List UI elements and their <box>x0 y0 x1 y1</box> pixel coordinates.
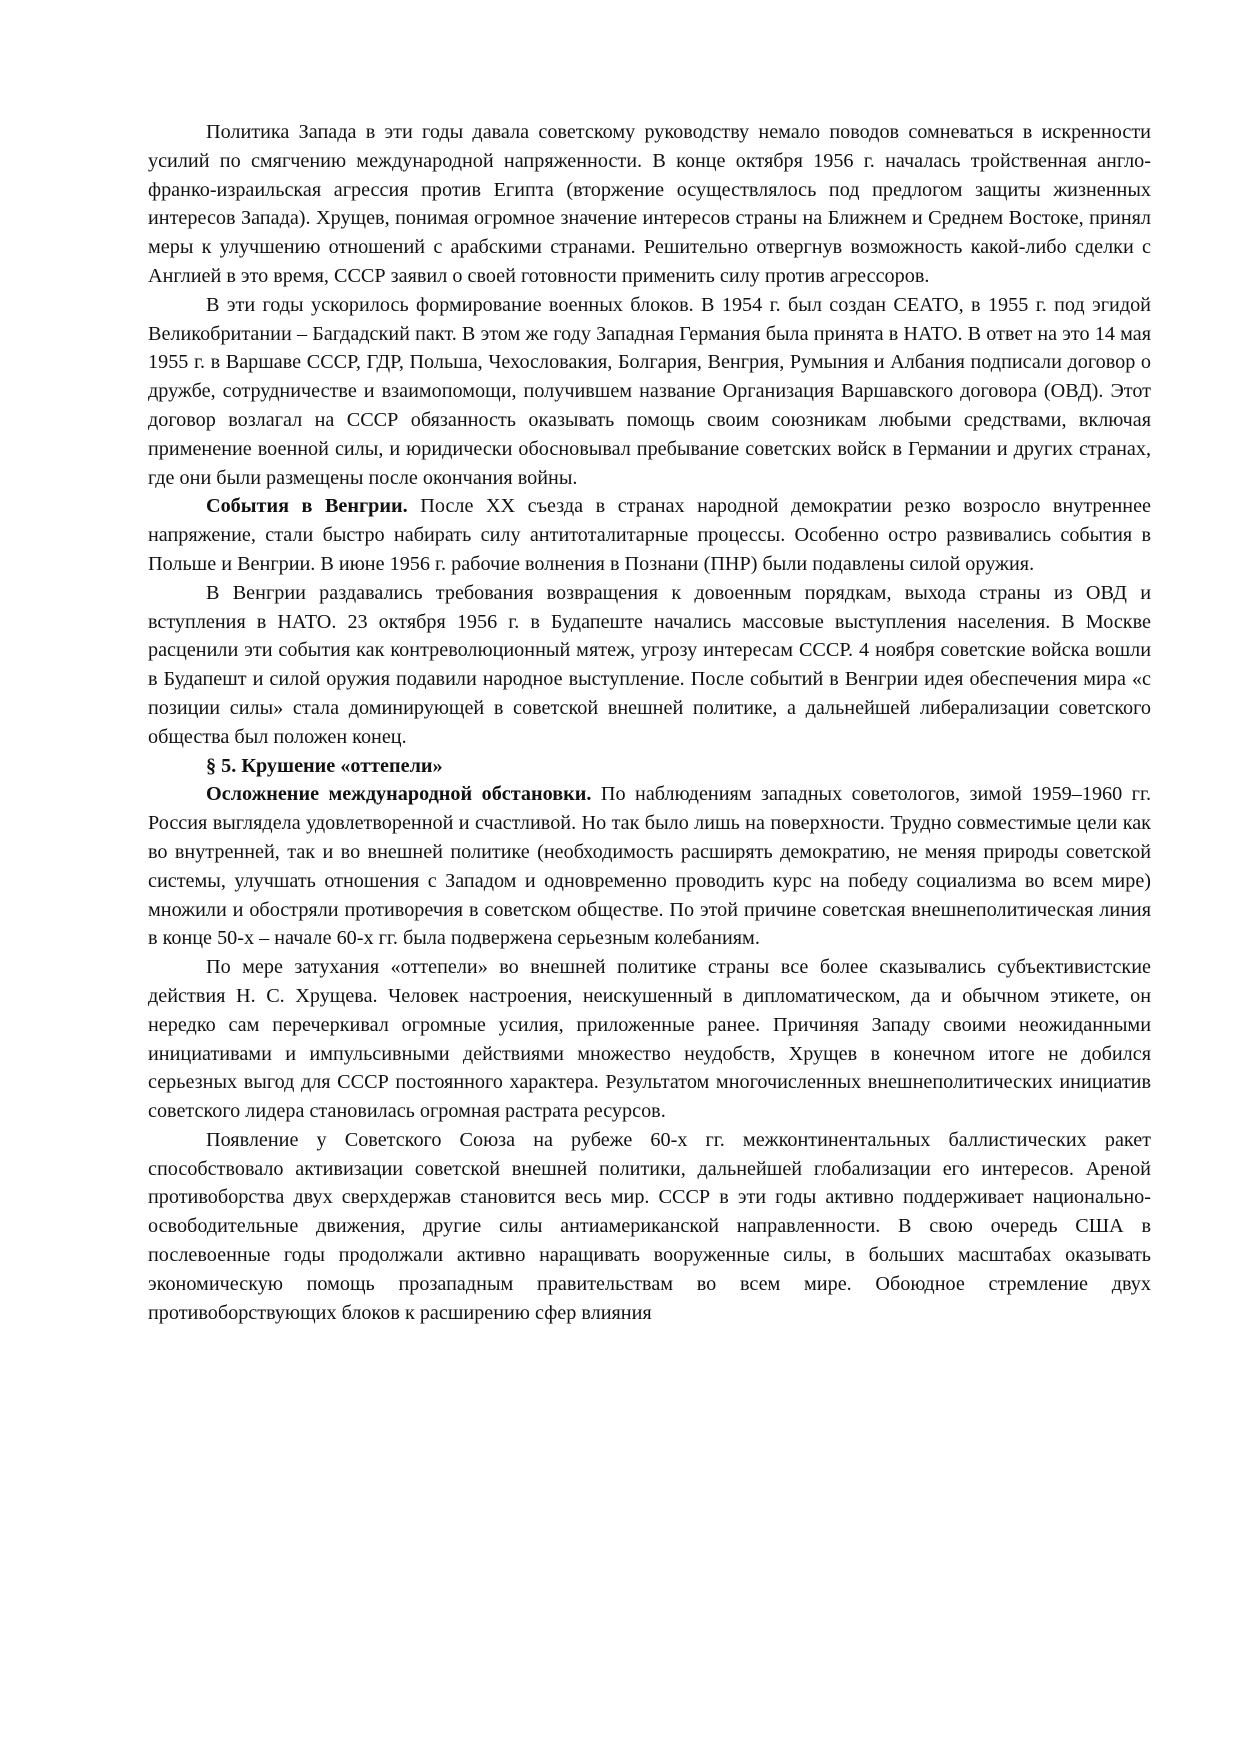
paragraph-hungary-uprising: В Венгрии раздавались требования возвращения к довоенным порядкам, выхода страны из ОВД и вступления в НАТО. 23 октября 1956 г. в Будапеште начались массовые выступления населения. В Москве расценили эти события как контреволюционный мятеж, угрозу интересам СССР. 4 ноября советские войска вошли в Будапешт и силой оружия подавили народное выступление. После событий в Венгрии идея обеспечения мира «с позиции силы» стала доминирующей в советской внешней политике, а дальнейшей либерализации советского общества был положен конец. <box>148 581 1151 748</box>
section-heading: § 5. Крушение «оттепели» <box>206 754 443 777</box>
paragraph-international-situation <box>148 780 1151 953</box>
paragraph-west-policy: Политика Запада в эти годы давала советскому руководству немало поводов сомневаться в искренности усилий по смягчению международной напряженности. В конце октября 1956 г. началась тройственная англо-франко-израильская агрессия против Египта (вторжение осуществлялось под предлогом защиты жизненных интересов Запада). Хрущев, понимая огромное значение интересов страны на Ближнем и Среднем Востоке, принял меры к улучшению отношений с арабскими странами. Решительно отвергнув возможность какой-либо сделки с Англией в это время, СССР заявил о своей готовности применить силу против агрессоров. <box>148 121 1151 287</box>
paragraph-military-blocs: В эти годы ускорилось формирование военных блоков. В 1954 г. был создан СЕАТО, в 1955 г. под эгидой Великобритании – Багдадский пакт. В этом же году Западная Германия была принята в НАТО. В ответ на это 14 мая 1955 г. в Варшаве СССР, ГДР, Польша, Чехословакия, Болгария, Венгрия, Румыния и Албания подписали договор о дружбе, сотрудничестве и взаимопомощи, получившем название Организация Варшавского договора (ОВД). Этот договор возлагал на СССР обязанность оказывать помощь своим союзникам любыми средствами, включая применение военной силы, и юридически обосновывал пребывание советских войск в Германии и других странах, где они были размещены после окончания войны. <box>148 293 1151 489</box>
paragraph-khrushchev-actions: По мере затухания «оттепели» во внешней политике страны все более сказывались субъективистские действия Н. С. Хрущева. Человек настроения, неискушенный в дипломатическом, да и обычном этикете, он нередко сам перечеркивал огромные усилия, приложенные ранее. Причиняя Западу своими неожиданными инициативами и импульсивными действиями множество неудобств, Хрущев в конечном итоге не добился серьезных выгод для СССР постоянного характера. Результатом многочисленных внешнеполитических инициатив советского лидера становилась огромная растрата ресурсов. <box>148 956 1151 1123</box>
paragraph-hungary-events <box>148 492 1151 578</box>
paragraph-lead-international: Осложнение международной обстановки. <box>206 783 592 806</box>
paragraph-missiles-globalization: Появление у Советского Союза на рубеже 60-х гг. межконтинентальных баллистических ракет способствовало активизации советской внешней политики, дальнейшей глобализации его интересов. Ареной противоборства двух сверхдержав становится весь мир. СССР в эти годы активно поддерживает национально-освободительные движения, другие силы антиамериканской направленности. В свою очередь США в послевоенные годы продолжали активно наращивать вооруженные силы, в больших масштабах оказывать экономическую помощь прозападным правительствам во всем мире. Обоюдное стремление двух противоборствующих блоков к расширению сфер влияния <box>148 1128 1151 1324</box>
paragraph-body-international: По наблюдениям западных советологов, зимой 1959–1960 гг. Россия выглядела удовлетворенной и счастливой. Но так было лишь на поверхности. Трудно совместимые цели как во внутренней, так и во внешней политике (необходимость расширять демократию, не меняя природы советской системы, улучшать отношения с Западом и одновременно проводить курс на победу социализма во всем мире) множили и обостряли противоречия в советском обществе. По этой причине советская внешнеполитическая линия в конце 50-х – начале 60-х гг. была подвержена серьезным колебаниям. <box>148 783 1151 950</box>
paragraph-lead-hungary: События в Венгрии. <box>206 495 408 518</box>
document-page <box>148 118 1151 1327</box>
paragraph-body-hungary: После XX съезда в странах народной демократии резко возросло внутреннее напряжение, стали быстро набирать силу антитоталитарные процессы. Особенно остро развивались события в Польше и Венгрии. В июне 1956 г. рабочие волнения в Познани (ПНР) были подавлены силой оружия. <box>148 495 1151 575</box>
